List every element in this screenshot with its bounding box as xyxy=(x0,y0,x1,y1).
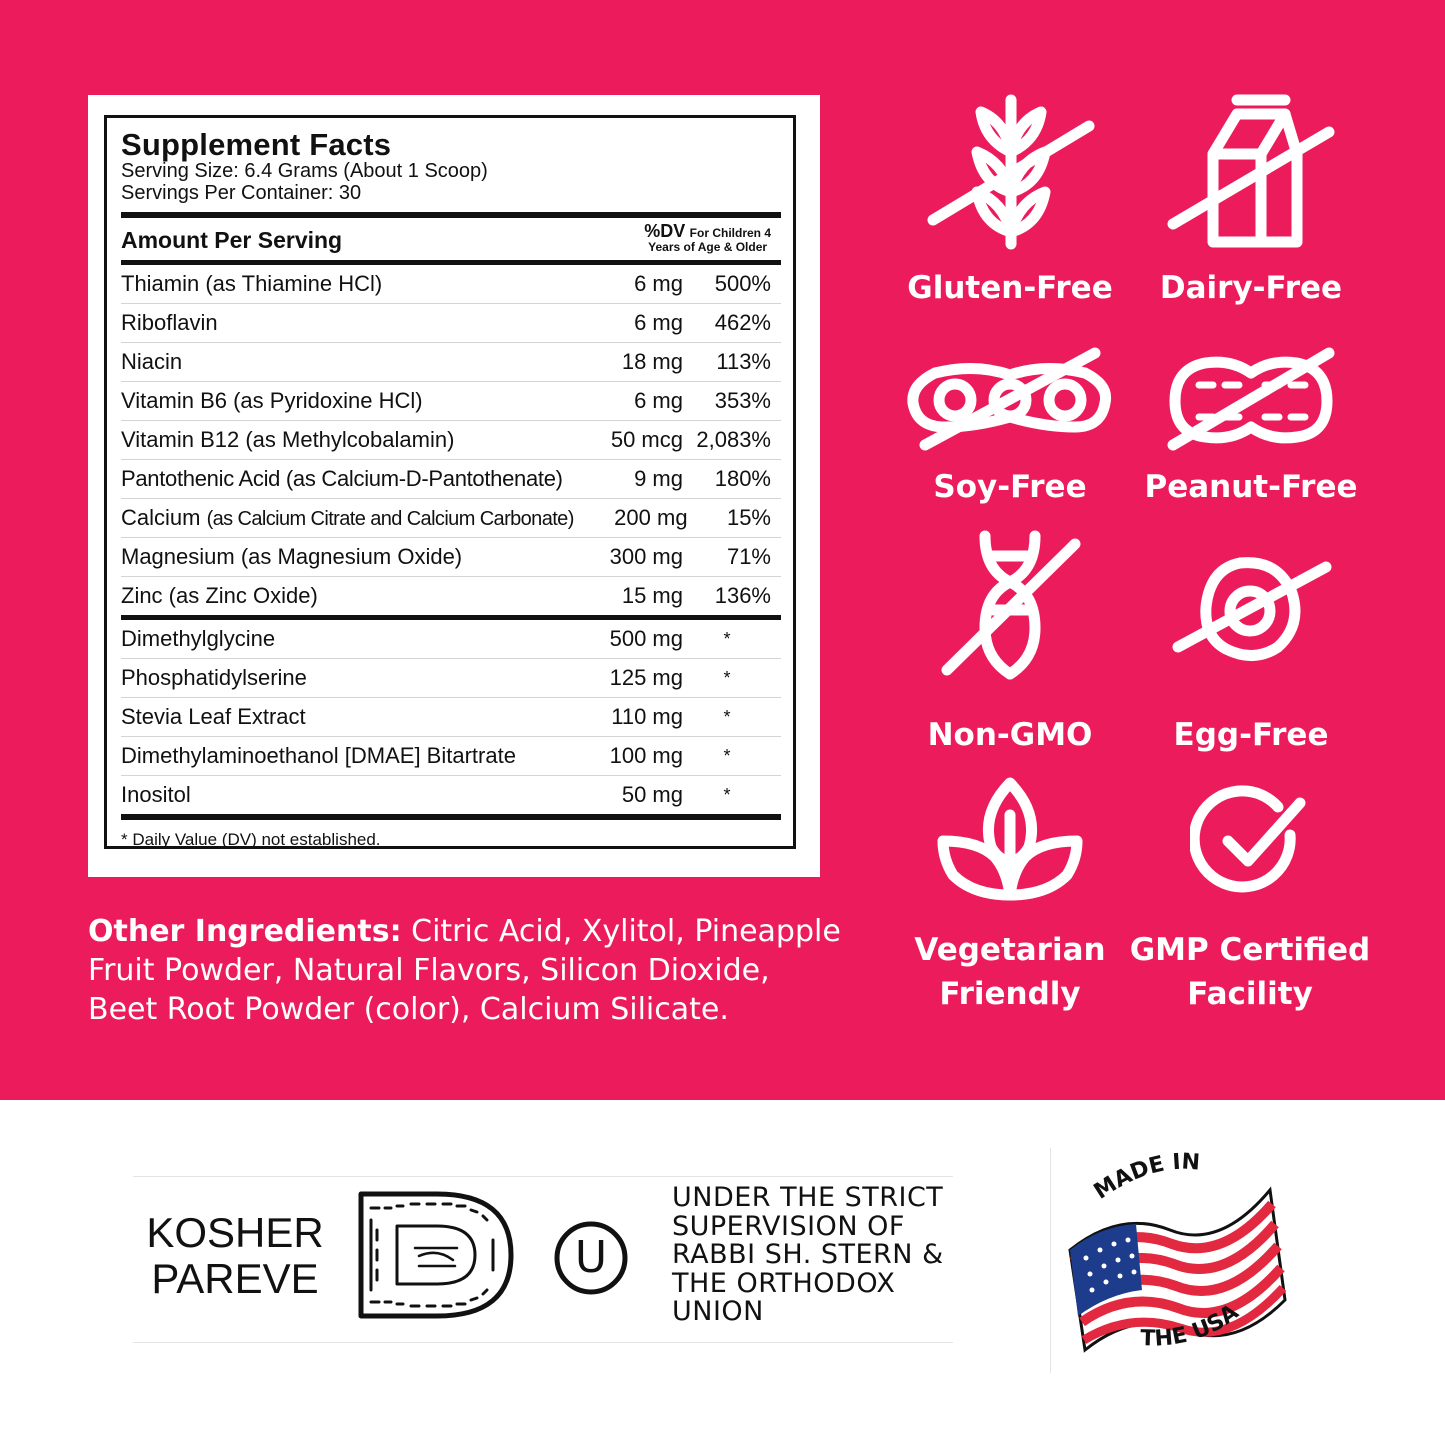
dna-strand-icon xyxy=(935,530,1085,680)
egg-free-label: Egg-Free xyxy=(1173,717,1329,753)
kosher-line-2: PAREVE xyxy=(151,1255,319,1302)
ingredient-dv: * xyxy=(723,784,731,805)
soy-free-label: Soy-Free xyxy=(933,469,1087,505)
made-in-usa-badge xyxy=(1060,1150,1295,1370)
table-row xyxy=(121,776,781,814)
svg-text:MADE IN xyxy=(1090,1150,1201,1205)
other-ingredients xyxy=(88,912,848,1029)
kosher-line-1: KOSHER xyxy=(146,1209,324,1256)
nutrient-name: Magnesium (as Magnesium Oxide) xyxy=(121,544,463,569)
supervision-line: THE ORTHODOX xyxy=(672,1267,896,1299)
supervision-line: SUPERVISION OF xyxy=(672,1210,905,1242)
dairy-free-icon xyxy=(1165,92,1337,252)
supplement-facts-panel xyxy=(88,95,820,877)
nutrient-dv: 353% xyxy=(714,388,771,413)
check-circle-icon xyxy=(1190,785,1310,905)
table-row xyxy=(121,421,781,460)
table-row xyxy=(121,737,781,776)
nutrient-amount: 6 mg xyxy=(634,271,683,296)
dv-note-line-1: For Children 4 xyxy=(689,226,771,240)
table-row xyxy=(121,460,781,499)
supplement-facts-title: Supplement Facts xyxy=(121,127,392,162)
nutrient-amount: 200 mg xyxy=(614,505,688,530)
peanut-free-icon xyxy=(1165,345,1337,455)
table-row xyxy=(121,538,781,577)
gmp-line-2: Facility xyxy=(1187,976,1313,1012)
ingredient-name: Stevia Leaf Extract xyxy=(121,704,306,729)
serving-size: Serving Size: 6.4 Grams (About 1 Scoop) xyxy=(121,160,488,182)
nutrient-dv: 2,083% xyxy=(696,427,771,452)
nutrient-dv: 462% xyxy=(714,310,771,335)
nutrient-dv: 180% xyxy=(714,466,771,491)
nutrient-dv: 113% xyxy=(716,349,771,374)
supervision-line: UNDER THE STRICT xyxy=(672,1182,944,1213)
ingredient-dv: * xyxy=(723,628,731,649)
table-row xyxy=(121,304,781,343)
gluten-free-label: Gluten-Free xyxy=(907,270,1113,306)
ingredient-name: Dimethylaminoethanol [DMAE] Bitartrate xyxy=(121,743,516,768)
gmp-certified-label xyxy=(1120,928,1380,1016)
nutrient-name-group xyxy=(121,505,574,531)
nutrient-name: Vitamin B12 (as Methylcobalamin) xyxy=(121,427,455,452)
ingredient-name: Inositol xyxy=(121,782,191,807)
leaf-icon xyxy=(935,775,1085,905)
made-in-text: MADE IN xyxy=(1089,1150,1201,1205)
ingredient-amount: 500 mg xyxy=(609,626,683,651)
divider xyxy=(1050,1148,1051,1373)
ingredient-name: Dimethylglycine xyxy=(121,626,276,651)
nutrient-name: Thiamin (as Thiamine HCl) xyxy=(121,271,383,296)
ingredient-dv: * xyxy=(723,667,731,688)
nutrient-amount: 9 mg xyxy=(634,466,683,491)
vegetarian-friendly-label xyxy=(890,928,1130,1016)
vegetarian-line-1: Vegetarian xyxy=(914,932,1106,968)
nutrient-dv: 500% xyxy=(714,271,771,296)
soy-free-icon xyxy=(905,345,1115,455)
table-row xyxy=(121,343,781,382)
amount-per-serving-header: Amount Per Serving xyxy=(121,227,343,253)
divider xyxy=(133,1176,953,1177)
ingredient-amount: 110 mg xyxy=(611,704,683,729)
ingredient-name: Phosphatidylserine xyxy=(121,665,307,690)
divider xyxy=(133,1342,953,1343)
table-row xyxy=(121,620,781,659)
nutrient-amount: 300 mg xyxy=(609,544,683,569)
nutrient-amount: 6 mg xyxy=(634,388,683,413)
nutrient-name-detail: (as Calcium Citrate and Calcium Carbonate) xyxy=(206,508,574,530)
nutrient-dv: 136% xyxy=(714,583,771,608)
table-row xyxy=(121,659,781,698)
nutrient-amount: 15 mg xyxy=(621,583,683,608)
nutrient-dv: 15% xyxy=(726,505,771,530)
supervision-line: RABBI SH. STERN & xyxy=(672,1239,944,1270)
nutrient-name: Zinc (as Zinc Oxide) xyxy=(121,583,318,608)
kosher-d-seal-icon xyxy=(357,1190,517,1320)
footnote: * Daily Value (DV) not established. xyxy=(121,830,381,849)
table-row xyxy=(121,499,781,538)
supervision-line: UNION xyxy=(672,1296,764,1327)
supervision-text xyxy=(672,1184,944,1327)
nutrient-dv: 71% xyxy=(726,544,771,569)
nutrient-amount: 6 mg xyxy=(634,310,683,335)
ingredient-amount: 100 mg xyxy=(609,743,683,768)
nutrient-name: Calcium xyxy=(121,505,201,530)
nutrient-name: Niacin xyxy=(121,349,183,374)
nutrient-amount: 50 mcg xyxy=(610,427,683,452)
table-row xyxy=(121,382,781,421)
nutrient-name: Pantothenic Acid (as Calcium-D-Pantothenate) xyxy=(121,466,563,491)
nutrient-amount: 18 mg xyxy=(621,349,683,374)
ingredient-amount: 50 mg xyxy=(621,782,683,807)
other-ingredients-label: Other Ingredients: xyxy=(88,914,402,949)
peanut-free-label: Peanut-Free xyxy=(1144,469,1358,505)
daily-value-header xyxy=(644,221,771,260)
other-ingredients-text: Citric Acid, Xylitol, Pineapple Fruit Powder, Natural Flavors, Silicon Dioxide, Beet Root Powder (color), Calcium Silicate. xyxy=(88,914,841,1027)
nutrient-name: Vitamin B6 (as Pyridoxine HCl) xyxy=(121,388,423,413)
vegetarian-line-2: Friendly xyxy=(939,976,1081,1012)
dv-label: %DV xyxy=(644,221,686,241)
servings-per-container: Servings Per Container: 30 xyxy=(121,182,362,204)
ou-letter: U xyxy=(574,1232,608,1283)
table-row xyxy=(121,698,781,737)
ingredient-amount: 125 mg xyxy=(609,665,683,690)
egg-free-icon xyxy=(1170,555,1335,665)
gmp-line-1: GMP Certified xyxy=(1129,932,1371,968)
table-header xyxy=(121,218,781,260)
table-row xyxy=(121,265,781,304)
kosher-pareve xyxy=(140,1210,330,1302)
non-gmo-label: Non-GMO xyxy=(927,717,1093,753)
ingredient-dv: * xyxy=(723,706,731,727)
gluten-free-icon xyxy=(925,92,1097,252)
supplement-facts-frame xyxy=(104,115,796,849)
ou-symbol-icon xyxy=(553,1220,629,1296)
ingredient-dv: * xyxy=(723,745,731,766)
dv-note-line-2: Years of Age & Older xyxy=(648,240,768,254)
the-usa-text: THE USA xyxy=(1139,1299,1244,1352)
nutrient-name: Riboflavin xyxy=(121,310,218,335)
table-row xyxy=(121,577,781,615)
dairy-free-label: Dairy-Free xyxy=(1159,270,1343,306)
